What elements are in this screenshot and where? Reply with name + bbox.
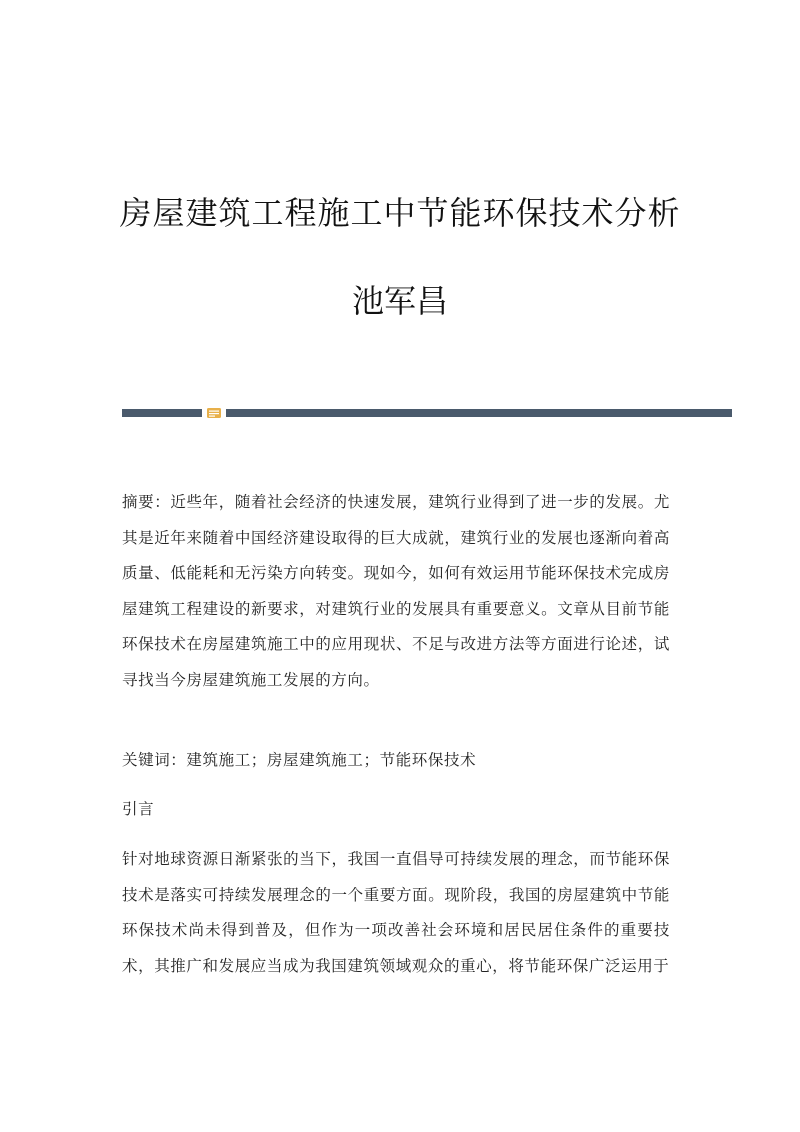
- abstract-paragraph: 摘要：近些年，随着社会经济的快速发展，建筑行业得到了进一步的发展。尤其是近年来随着中国经济建设取得的巨大成就，建筑行业的发展也逐渐向着高质量、低能耗和无污染方向转变。现如今，如何有效运用节能环保技术完成房屋建筑工程建设的新要求，对建筑行业的发展具有重要意义。文章从目前节能环保技术在房屋建筑施工中的应用现状、不足与改进方法等方面进行论述，试寻找当今房屋建筑施工发展的方向。: [122, 493, 670, 689]
- document-emblem-icon: [206, 407, 222, 419]
- intro-heading: 引言: [122, 800, 155, 818]
- document-title: 房屋建筑工程施工中节能环保技术分析: [119, 194, 681, 232]
- divider-bar-right: [226, 409, 732, 417]
- divider-bar-left: [122, 409, 202, 417]
- keywords-line: 关键词：建筑施工；房屋建筑施工；节能环保技术: [122, 751, 477, 769]
- intro-paragraph: 针对地球资源日渐紧张的当下，我国一直倡导可持续发展的理念，而节能环保技术是落实可持续发展理念的一个重要方面。现阶段，我国的房屋建筑中节能环保技术尚未得到普及，但作为一项改善社会环境和居民居住条件的重要技术，其推广和发展应当成为我国建筑领域观众的重心，将节能环保广泛运用于: [122, 850, 670, 975]
- title-divider: [122, 409, 732, 417]
- document-author: 池军昌: [351, 282, 448, 320]
